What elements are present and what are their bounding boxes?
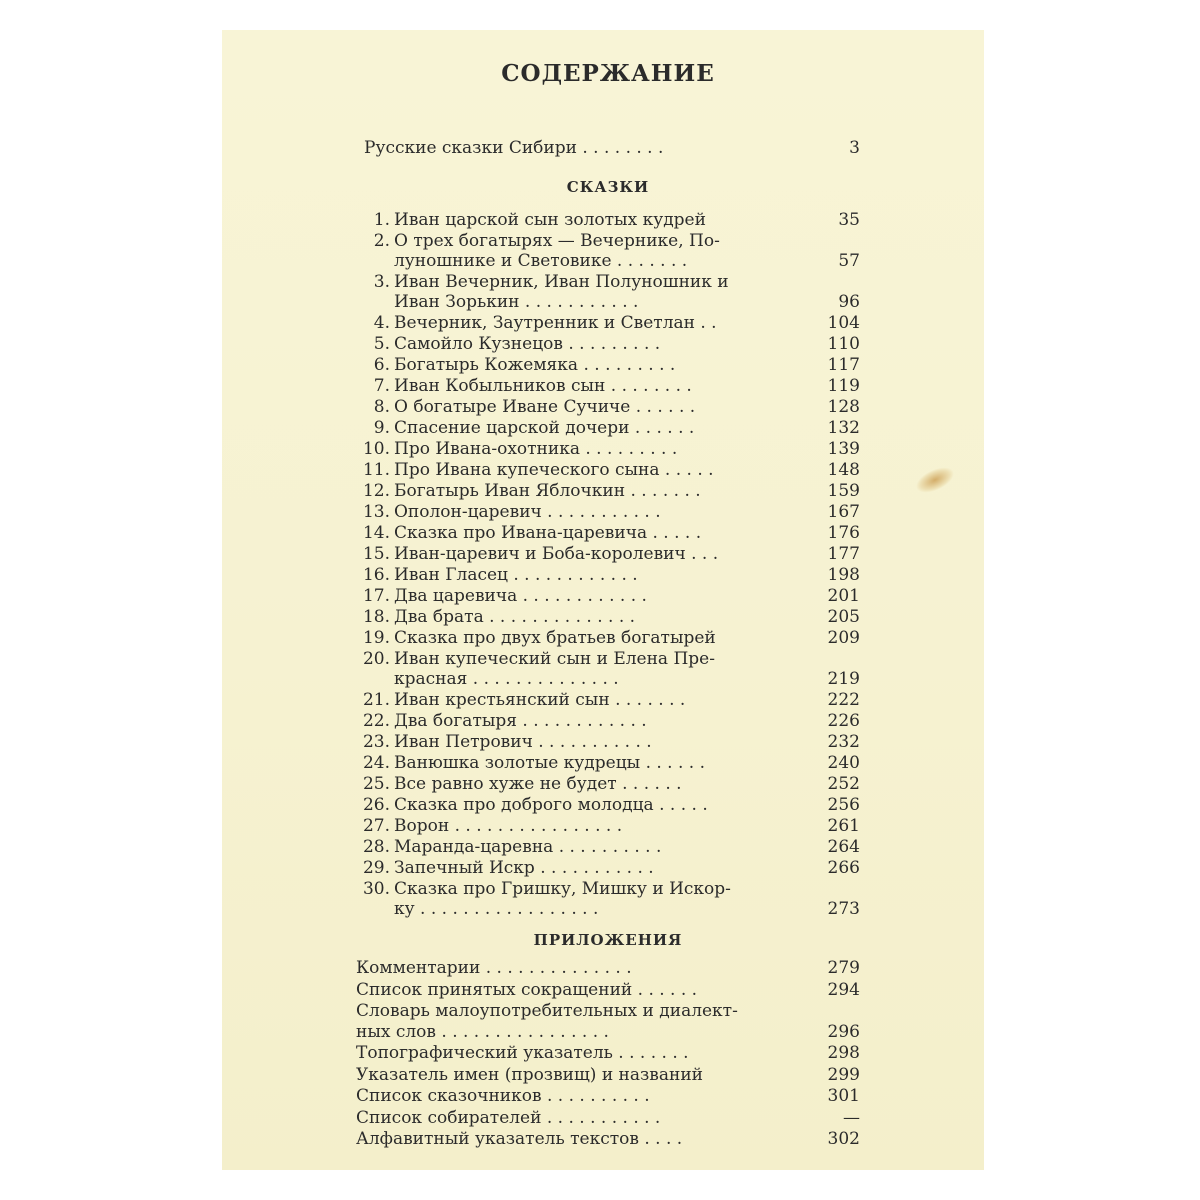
toc-entry-number: 27. bbox=[362, 816, 390, 836]
toc-entry-title: О богатыре Иване Сучиче . . . . . . bbox=[394, 397, 696, 417]
toc-tale-row bbox=[356, 418, 860, 438]
toc-entry-title: Иван Вечерник, Иван Полуношник и bbox=[394, 272, 729, 292]
toc-entry-number: 6. bbox=[373, 355, 390, 375]
toc-entry-title: Ворон . . . . . . . . . . . . . . . . bbox=[394, 816, 623, 836]
toc-entry-page: 301 bbox=[827, 1086, 860, 1106]
toc-entry-number: 30. bbox=[362, 879, 390, 899]
toc-entry-page: 205 bbox=[827, 607, 860, 627]
toc-entry-page: 294 bbox=[827, 979, 860, 1000]
toc-entry-page: 232 bbox=[827, 732, 860, 752]
toc-entry-title: Два царевича . . . . . . . . . . . . bbox=[394, 586, 647, 606]
toc-appendix-row bbox=[356, 980, 860, 1001]
toc-entry-number: 14. bbox=[362, 523, 390, 543]
toc-entry-title: Вечерник, Заутренник и Светлан . . bbox=[394, 313, 717, 333]
toc-entry-number: 1. bbox=[373, 210, 390, 230]
toc-entry-page: 252 bbox=[827, 774, 860, 794]
toc-entry-number: 21. bbox=[362, 690, 390, 710]
toc-entry-page: 167 bbox=[827, 502, 860, 522]
toc-entry-title: Сказка про доброго молодца . . . . . bbox=[394, 795, 708, 815]
toc-tale-row bbox=[356, 586, 860, 606]
toc-tale-row bbox=[356, 231, 860, 271]
toc-entry-page: 3 bbox=[849, 138, 860, 158]
toc-tale-row bbox=[356, 334, 860, 354]
toc-appendix-row bbox=[356, 1043, 860, 1064]
toc-entry-page: 222 bbox=[827, 690, 860, 710]
toc-entry-title: Запечный Искр . . . . . . . . . . . bbox=[394, 858, 654, 878]
toc-entry-number: 11. bbox=[362, 460, 390, 480]
toc-entry-title: красная . . . . . . . . . . . . . . bbox=[394, 669, 619, 689]
toc-entry-page: 148 bbox=[827, 460, 860, 480]
toc-appendix-row bbox=[356, 1108, 860, 1129]
toc-entry-page: 240 bbox=[827, 753, 860, 773]
toc-tale-row bbox=[356, 879, 860, 919]
toc-tale-row bbox=[356, 858, 860, 878]
toc-entry-title: Про Ивана купеческого сына . . . . . bbox=[394, 460, 714, 480]
toc-entry-title: Ополон-царевич . . . . . . . . . . . bbox=[394, 502, 661, 522]
toc-tale-row bbox=[356, 837, 860, 857]
toc-entry-number: 9. bbox=[373, 418, 390, 438]
toc-entry-page: 273 bbox=[827, 899, 860, 919]
toc-appendix-row bbox=[356, 1129, 860, 1150]
toc-tale-row bbox=[356, 272, 860, 312]
toc-entry-page: 119 bbox=[827, 376, 860, 396]
toc-tale-row bbox=[356, 210, 860, 230]
toc-entry-page: 201 bbox=[827, 586, 860, 606]
toc-entry-title: Иван Кобыльников сын . . . . . . . . bbox=[394, 376, 692, 396]
toc-entry-title: Иван купеческий сын и Елена Пре- bbox=[394, 649, 715, 669]
toc-entry-title: Маранда-царевна . . . . . . . . . . bbox=[394, 837, 662, 857]
toc-entry-page: 57 bbox=[838, 251, 860, 271]
toc-entry-title: Два богатыря . . . . . . . . . . . . bbox=[394, 711, 647, 731]
toc-entry-title: Алфавитный указатель текстов . . . . bbox=[356, 1129, 683, 1149]
toc-entry-page: 110 bbox=[827, 334, 860, 354]
toc-entry-title: Указатель имен (прозвищ) и названий bbox=[356, 1064, 703, 1085]
toc-appendix-row bbox=[356, 1001, 860, 1042]
toc-entry-number: 8. bbox=[373, 397, 390, 417]
toc-entry-page: 209 bbox=[827, 628, 860, 648]
toc-entry-title: Иван Гласец . . . . . . . . . . . . bbox=[394, 565, 638, 585]
toc-entry-number: 10. bbox=[362, 439, 390, 459]
toc-entry-page: 35 bbox=[838, 210, 860, 230]
toc-tale-row bbox=[356, 732, 860, 752]
toc-entry-page: 299 bbox=[827, 1064, 860, 1085]
toc-entry-page: 198 bbox=[827, 565, 860, 585]
toc-entry-page: 256 bbox=[827, 795, 860, 815]
toc-entry-number: 22. bbox=[362, 711, 390, 731]
toc-entry-title: ку . . . . . . . . . . . . . . . . . bbox=[394, 899, 599, 919]
toc-entry-title: Комментарии . . . . . . . . . . . . . . bbox=[356, 958, 632, 978]
toc-entry-title: Иван-царевич и Боба-королевич . . . bbox=[394, 544, 719, 564]
toc-tale-row bbox=[356, 460, 860, 480]
toc-entry-page: 261 bbox=[827, 816, 860, 836]
toc-entry-page: 302 bbox=[827, 1129, 860, 1149]
toc-tale-row bbox=[356, 397, 860, 417]
toc-entry-page: 177 bbox=[827, 544, 860, 564]
toc-entry-title: Иван Петрович . . . . . . . . . . . bbox=[394, 732, 652, 752]
toc-entry-number: 24. bbox=[362, 753, 390, 773]
toc-tale-row bbox=[356, 376, 860, 396]
toc-entry-page: — bbox=[843, 1107, 860, 1128]
toc-entry-title: Список собирателей . . . . . . . . . . . bbox=[356, 1107, 661, 1128]
toc-entry-title: Топографический указатель . . . . . . . bbox=[356, 1043, 689, 1063]
toc-entry-title: Иван царской сын золотых кудрей bbox=[394, 210, 706, 230]
toc-entry-page: 226 bbox=[827, 711, 860, 731]
toc-tale-row bbox=[356, 816, 860, 836]
toc-entry-title: Ванюшка золотые кудрецы . . . . . . bbox=[394, 753, 706, 773]
toc-entry-page: 117 bbox=[827, 355, 860, 375]
toc-tale-row bbox=[356, 628, 860, 648]
toc-tale-row bbox=[356, 313, 860, 333]
toc-entry-title: Иван крестьянский сын . . . . . . . bbox=[394, 690, 686, 710]
toc-entry-number: 13. bbox=[362, 502, 390, 522]
toc-entry-title: Самойло Кузнецов . . . . . . . . . bbox=[394, 334, 661, 354]
toc-tale-row bbox=[356, 439, 860, 459]
toc-entry-page: 279 bbox=[827, 958, 860, 978]
toc-entry-number: 7. bbox=[373, 376, 390, 396]
toc-entry-title: Русские сказки Сибири . . . . . . . . bbox=[364, 138, 664, 158]
toc-tale-row bbox=[356, 711, 860, 731]
section-heading-appendix: ПРИЛОЖЕНИЯ bbox=[533, 931, 683, 949]
toc-tale-row bbox=[356, 649, 860, 689]
toc-entry-number: 4. bbox=[373, 313, 390, 333]
toc-entry-number: 26. bbox=[362, 795, 390, 815]
toc-entry-number: 29. bbox=[362, 858, 390, 878]
toc-intro-row bbox=[356, 138, 860, 158]
toc-entry-number: 15. bbox=[362, 544, 390, 564]
toc-tale-row bbox=[356, 774, 860, 794]
toc-tale-row bbox=[356, 753, 860, 773]
toc-entry-number: 16. bbox=[362, 565, 390, 585]
toc-entry-number: 19. bbox=[362, 628, 390, 648]
toc-entry-page: 139 bbox=[827, 439, 860, 459]
toc-entry-title: Сказка про двух братьев богатырей bbox=[394, 628, 716, 648]
toc-entry-title: луношнике и Световике . . . . . . . bbox=[394, 251, 688, 271]
page-title: СОДЕРЖАНИЕ bbox=[501, 60, 715, 87]
toc-entry-page: 296 bbox=[827, 1021, 860, 1042]
toc-entry-title: Богатырь Иван Яблочкин . . . . . . . bbox=[394, 481, 701, 501]
toc-entry-number: 17. bbox=[362, 586, 390, 606]
toc-entry-number: 3. bbox=[373, 272, 390, 292]
toc-entry-page: 96 bbox=[838, 292, 860, 312]
toc-entry-title: Список сказочников . . . . . . . . . . bbox=[356, 1086, 650, 1106]
toc-entry-page: 219 bbox=[827, 669, 860, 689]
toc-entry-title: О трех богатырях — Вечернике, По- bbox=[394, 231, 720, 251]
toc-entry-title: Все равно хуже не будет . . . . . . bbox=[394, 774, 682, 794]
toc-tale-row bbox=[356, 481, 860, 501]
toc-entry-title: Спасение царской дочери . . . . . . bbox=[394, 418, 695, 438]
toc-entry-page: 128 bbox=[827, 397, 860, 417]
toc-entry-number: 2. bbox=[373, 231, 390, 251]
toc-entry-title: Словарь малоупотребительных и диалект- bbox=[356, 1001, 738, 1021]
toc-entry-page: 104 bbox=[827, 313, 860, 333]
toc-entry-number: 23. bbox=[362, 732, 390, 752]
toc-entry-title: Сказка про Ивана-царевича . . . . . bbox=[394, 523, 702, 543]
toc-appendix-row bbox=[356, 1065, 860, 1086]
toc-entry-page: 266 bbox=[827, 858, 860, 878]
toc-entry-page: 264 bbox=[827, 837, 860, 857]
toc-tale-row bbox=[356, 523, 860, 543]
toc-tale-row bbox=[356, 544, 860, 564]
toc-entry-page: 298 bbox=[827, 1043, 860, 1063]
toc-tale-row bbox=[356, 355, 860, 375]
toc-entry-title: Список принятых сокращений . . . . . . bbox=[356, 979, 698, 1000]
toc-appendix-row bbox=[356, 958, 860, 979]
toc-tale-row bbox=[356, 502, 860, 522]
toc-tale-row bbox=[356, 690, 860, 710]
toc-entry-number: 25. bbox=[362, 774, 390, 794]
toc-entry-title: Про Ивана-охотника . . . . . . . . . bbox=[394, 439, 678, 459]
toc-entry-title: Богатырь Кожемяка . . . . . . . . . bbox=[394, 355, 676, 375]
toc-entry-number: 18. bbox=[362, 607, 390, 627]
toc-entry-title: Иван Зорькин . . . . . . . . . . . bbox=[394, 292, 639, 312]
toc-entry-number: 5. bbox=[373, 334, 390, 354]
toc-entry-number: 20. bbox=[362, 649, 390, 669]
toc-entry-page: 176 bbox=[827, 523, 860, 543]
toc-entry-page: 132 bbox=[827, 418, 860, 438]
toc-tale-row bbox=[356, 607, 860, 627]
section-heading-tales: СКАЗКИ bbox=[566, 178, 650, 196]
toc-entry-title: ных слов . . . . . . . . . . . . . . . . bbox=[356, 1021, 609, 1042]
toc-tale-row bbox=[356, 795, 860, 815]
toc-appendix-row bbox=[356, 1086, 860, 1107]
toc-entry-number: 28. bbox=[362, 837, 390, 857]
toc-tale-row bbox=[356, 565, 860, 585]
toc-entry-number: 12. bbox=[362, 481, 390, 501]
toc-entry-page: 159 bbox=[827, 481, 860, 501]
toc-entry-title: Два брата . . . . . . . . . . . . . . bbox=[394, 607, 636, 627]
toc-entry-title: Сказка про Гришку, Мишку и Искор- bbox=[394, 879, 731, 899]
